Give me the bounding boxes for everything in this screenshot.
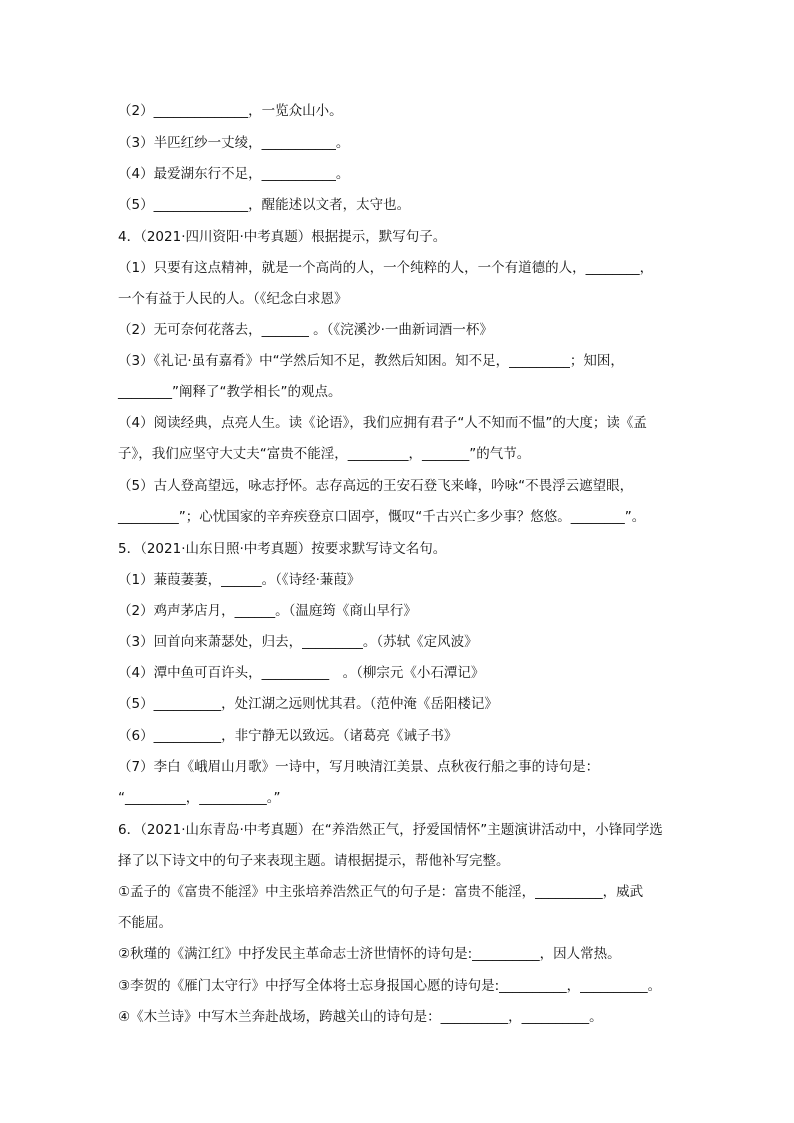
q5-line: （3）回首向来萧瑟处，归去，_________。（苏轼《定风波》 (118, 634, 478, 650)
q3-item-4: （4）最爱湖东行不足，___________。 (118, 166, 350, 182)
q5-line: （4）潭中鱼可百许头，__________ 。（柳宗元《小石潭记》 (118, 665, 485, 681)
q4-line: （3）《礼记·虽有嘉肴》中“学然后知不足，教然后知困。知不足，_________；知困， (118, 353, 624, 369)
q4-line: 一个有益于人民的人。（《纪念白求恩》 (118, 291, 348, 307)
q6-line: ②秋瑾的《满江红》中抒发民主革命志士济世情怀的诗句是:__________，因人常热。 (118, 946, 621, 962)
q5-line: （1）蒹葭萋萋，______。（《诗经·蒹葭》 (118, 572, 361, 588)
q6-line: ③李贺的《雁门太守行》中抒写全体将士忘身报国心愿的诗句是:__________，__________。 (118, 978, 662, 994)
q5-header: 5．（2021·山东日照·中考真题）按要求默写诗文名句。 (118, 541, 447, 557)
q3-item-2: （2）______________，一览众山小。 (118, 103, 343, 119)
q3-item-5: （5）______________，醒能述以文者，太守也。 (118, 197, 411, 213)
q5-line: （2）鸡声茅店月，______。（温庭筠《商山早行》 (118, 603, 417, 619)
q6-line: ①孟子的《富贵不能淫》中主张培养浩然正气的句子是：富贵不能淫，__________，威武 (118, 884, 644, 900)
q4-line: （1）只要有这点精神，就是一个高尚的人，一个纯粹的人，一个有道德的人，________， (118, 260, 654, 276)
q6-line: ④《木兰诗》中写木兰奔赴战场，跨越关山的诗句是：__________，__________。 (118, 1009, 603, 1025)
q4-line: （4）阅读经典，点亮人生。读《论语》，我们应拥有君子“人不知而不愠”的大度；读《孟 (118, 415, 647, 431)
q4-header: 4．（2021·四川资阳·中考真题）根据提示，默写句子。 (118, 229, 447, 245)
q5-line: （6）__________，非宁静无以致远。（诸葛亮《诫子书》 (118, 728, 458, 744)
q6-line: 不能屈。 (118, 915, 172, 931)
q4-line: ________”阐释了“教学相长”的观点。 (118, 384, 342, 400)
q3-item-3: （3）半匹红纱一丈绫，___________。 (118, 135, 350, 151)
q5-line: “_________，__________。” (118, 790, 281, 806)
q4-line: （5）古人登高望远，咏志抒怀。志存高远的王安石登飞来峰，吟咏“不畏浮云遮望眼， (118, 478, 634, 494)
q4-line: _________”；心忧国家的辛弃疾登京口固亭，慨叹“千古兴亡多少事？悠悠。________”。 (118, 509, 646, 525)
q6-header: 6．（2021·山东青岛·中考真题）在“养浩然正气，抒爱国情怀”主题演讲活动中，小锋同学选 (118, 822, 663, 838)
q5-line: （5）__________，处江湖之远则忧其君。（范仲淹《岳阳楼记》 (118, 696, 498, 712)
q6-line: 择了以下诗文中的句子来表现主题。请根据提示，帮他补写完整。 (118, 853, 510, 869)
q5-line: （7）李白《峨眉山月歌》一诗中，写月映清江美景、点秋夜行船之事的诗句是： (118, 759, 600, 775)
q4-line: 子》，我们应坚守大丈夫“富贵不能淫，_________，_______”的气节。 (118, 446, 531, 462)
q4-line: （2）无可奈何花落去，_______ 。（《浣溪沙·一曲新词酒一杯》 (118, 322, 493, 338)
